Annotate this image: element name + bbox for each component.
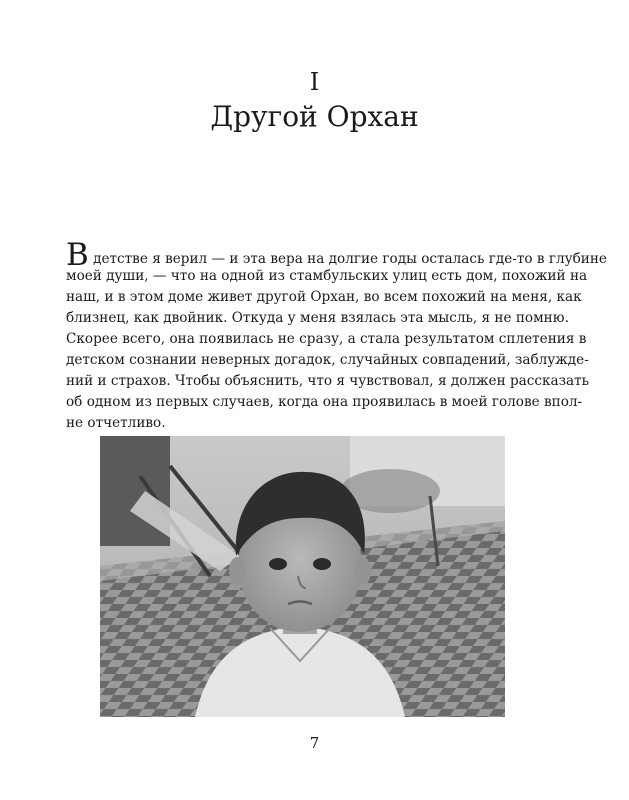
chapter-title: Другой Орхан	[210, 100, 419, 133]
text-line: ний и страхов. Чтобы объяснить, что я чувствовал, я должен рассказать	[66, 373, 590, 389]
first-line-text: детстве я верил — и эта вера на долгие годы осталась где-то в глубине	[88, 251, 607, 267]
page-number: 7	[309, 734, 320, 752]
child-photograph	[100, 436, 505, 717]
text-line: близнец, как двойник. Откуда у меня взялась эта мысль, я не помню.	[66, 310, 569, 326]
chapter-number: I	[309, 68, 320, 96]
text-line: моей души, — что на одной из стамбульских улиц есть дом, похожий на	[66, 268, 588, 284]
text-line	[66, 237, 607, 273]
text-line: детском сознании неверных догадок, случайных совпадений, заблужде-	[66, 352, 589, 368]
body-text	[66, 237, 607, 434]
text-line: наш, и в этом доме живет другой Орхан, во всем похожий на меня, как	[66, 289, 582, 305]
photo-illustration	[100, 436, 505, 717]
text-line: об одном из первых случаев, когда она проявилась в моей голове впол-	[66, 394, 583, 410]
drop-cap: В	[66, 237, 89, 273]
text-line: не отчетливо.	[66, 415, 166, 431]
text-line: Скорее всего, она появилась не сразу, а стала результатом сплетения в	[66, 331, 587, 347]
text-line-content	[66, 237, 607, 273]
